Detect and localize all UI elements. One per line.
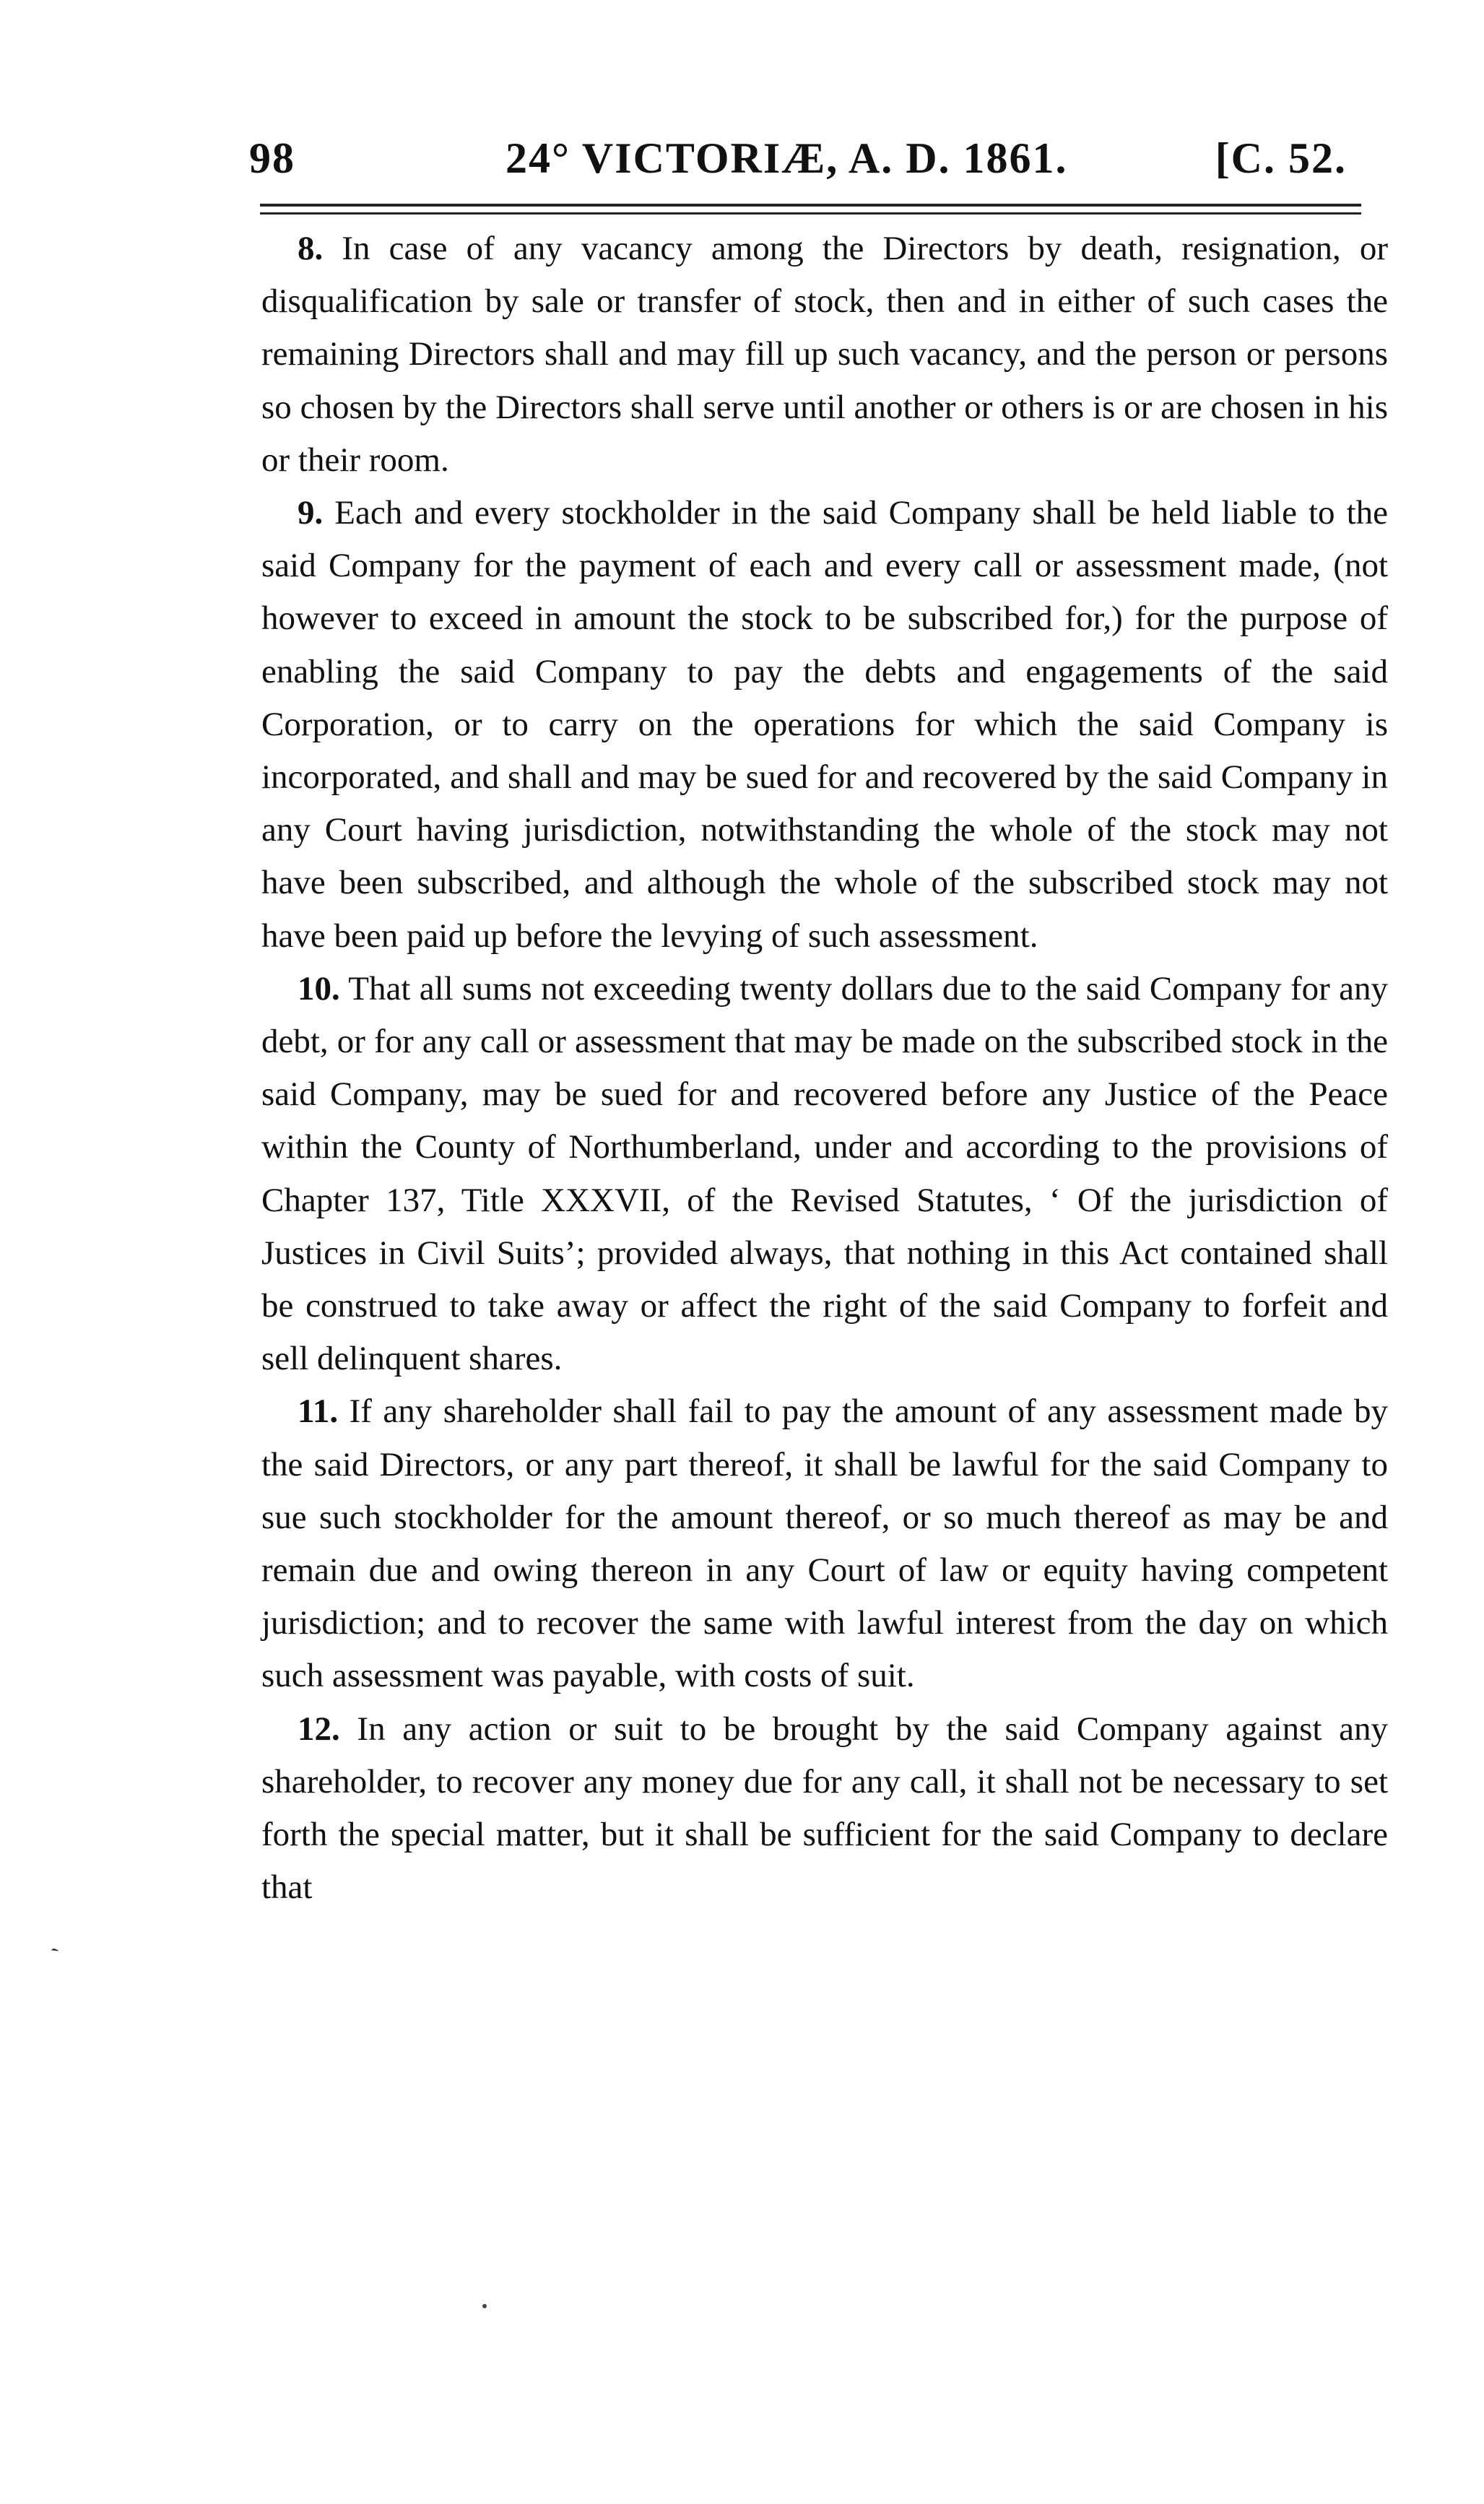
section-text: That all sums not exceeding twenty dollars due to the said Company for any debt, or for any call or assessment that may be made on the subscribed stock in the said Company, may be sued for and recovered before any Justice of the Peace within the County of Northumberland, under and according to the provisions of Chapter 137, Title XXXVII, of the Revised Statutes, ‘ Of the jurisdiction of Justices in Civil Suits’; provided always, that nothing in this Act contained shall be construed to take away or affect the right of the said Company to forfeit and sell delinquent shares. <box>261 969 1389 1378</box>
running-header <box>249 134 1347 191</box>
section-10 <box>261 963 1388 1386</box>
section-text: If any shareholder shall fail to pay the amount of any assessment made by the said Directors, or any part thereof, it shall be lawful for the said Company to sue such stockholder for the amount thereof, or so much thereof as may be and remain due and owing thereon in any Court of law or equity having competent jurisdiction; and to recover the same with lawful interest from the day on which such assessment was payable, with costs of suit. <box>261 1392 1388 1695</box>
header-rule-bottom <box>260 212 1361 215</box>
section-number: 10. <box>298 969 340 1008</box>
margin-pen-mark: ˏ <box>35 1921 61 1955</box>
section-8 <box>261 222 1388 487</box>
section-number: 12. <box>298 1710 340 1748</box>
section-number: 8. <box>298 230 324 267</box>
section-number: 9. <box>298 494 324 532</box>
section-12 <box>261 1703 1388 1915</box>
section-text: In any action or suit to be brought by the said Company against any shareholder, to recover any money due for any call, it shall not be necessary to set forth the special matter, but it shall be sufficient for the said Company to declare that <box>261 1710 1389 1907</box>
ink-speck <box>482 2304 487 2308</box>
section-9 <box>261 487 1388 963</box>
page-number: 98 <box>249 134 295 182</box>
section-text: Each and every stockholder in the said Company shall be held liable to the said Company for the payment of each and every call or assessment made, (not however to exceed in amount the stock to be subscribed for,) for the purpose of enabling the said Company to pay the debts and engagements of the said Corporation, or to carry on the operations for which the said Company is incorporated, and shall and may be sued for and recovered by the said Company in any Court having jurisdiction, notwithstanding the whole of the stock may not have been subscribed, and although the whole of the subscribed stock may not have been paid up before the levying of such assessment. <box>261 494 1388 955</box>
statute-body <box>261 222 1388 1915</box>
section-text: In case of any vacancy among the Directors by death, resignation, or disqualification by sale or transfer of stock, then and in either of such cases the remaining Directors shall and may fill up such vacancy, and the person or persons so chosen by the Directors shall serve until another or others is or are chosen in his or their room. <box>261 230 1388 479</box>
section-number: 11. <box>298 1392 339 1431</box>
header-rule-top <box>260 204 1361 207</box>
running-title: 24° VICTORIÆ, A. D. 1861. <box>505 134 1068 182</box>
section-11 <box>261 1385 1388 1702</box>
chapter-reference: [C. 52. <box>1215 134 1347 182</box>
